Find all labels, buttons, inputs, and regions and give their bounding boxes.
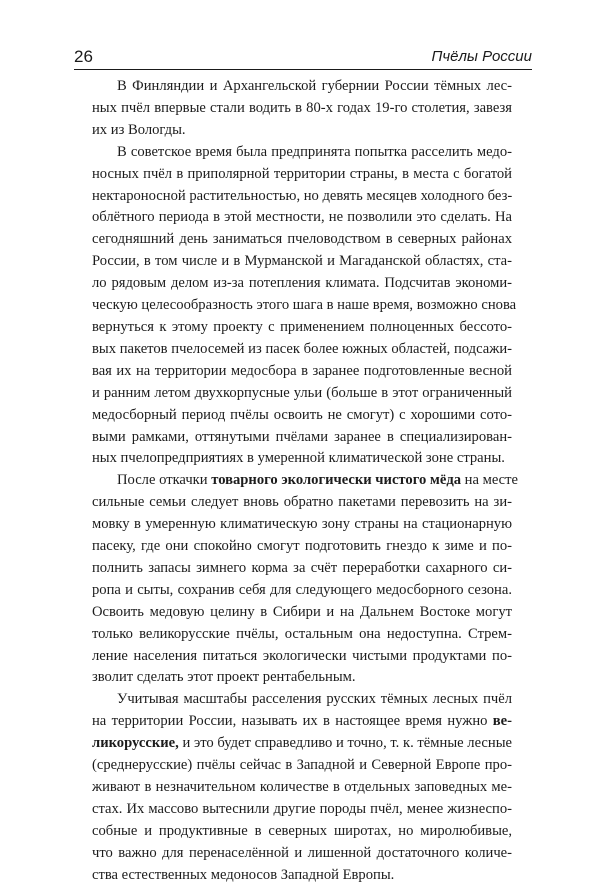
text-line: [92, 865, 512, 887]
text-segment: медосборный период пчёлы освоить не смогут) с хорошими сото-: [92, 406, 512, 423]
text-line: [92, 755, 512, 777]
text-segment: сегодняшний день заниматься пчеловодством в северных районах: [92, 231, 512, 248]
text-line: [92, 76, 512, 98]
text-line: [92, 317, 512, 339]
text-line: [92, 405, 512, 427]
header-divider: [74, 69, 532, 70]
text-segment: носных пчёл в приполярной территории страны, в места с богатой: [92, 165, 512, 182]
text-line: [92, 164, 512, 186]
text-line: [92, 251, 512, 273]
text-segment: ных пчелопредприятиях в умеренной климатической зоне страны.: [92, 450, 505, 467]
page-header: [74, 45, 532, 67]
emphasized-text: ликорусские,: [92, 735, 179, 752]
text-segment: ства естественных медоносов Западной Европы.: [92, 866, 395, 883]
text-line: [92, 624, 512, 646]
text-line: [92, 120, 512, 142]
text-line: [92, 777, 512, 799]
text-segment: вая их на территории медосбора в заранее подготовленные весной: [92, 362, 512, 379]
text-line: [92, 602, 512, 624]
text-line: [92, 667, 512, 689]
page-number: 26: [74, 47, 93, 66]
text-segment: стах. Их массово вытеснили другие породы пчёл, менее жизнеспо-: [92, 800, 512, 817]
text-segment: и это будет справедливо и точно, т. к. тёмные лесные: [178, 735, 512, 752]
text-segment: собные и продуктивные в северных широтах, но миролюбивые,: [92, 822, 512, 839]
text-segment: выми рамками, оттянутыми пчёлами заранее в специализирован-: [92, 428, 512, 445]
text-segment: и ранним летом двухкорпусные ульи (больше в этот ограниченный: [92, 384, 512, 401]
text-line: [92, 580, 512, 602]
text-line: [92, 339, 512, 361]
text-segment: полнить запасы зимнего корма за счёт переработки сахарного си-: [92, 559, 512, 576]
text-line: [92, 821, 512, 843]
body-text: [92, 76, 519, 887]
text-segment: только великорусские пчёлы, остальным она недоступна. Стрем-: [92, 625, 512, 642]
text-segment: сильные семьи следует вновь обратно пакетами перевозить на зи-: [92, 494, 512, 511]
text-line: [92, 514, 512, 536]
text-segment: на территории России, называть их в настоящее время нужно: [92, 713, 493, 730]
text-segment: облётного периода в этой местности, не позволили это сделать. На: [92, 209, 512, 226]
text-line: [92, 448, 512, 470]
text-segment: вых пакетов пчелосемей из пасек более южных областей, подсажи-: [92, 340, 512, 357]
text-line: [92, 207, 512, 229]
text-segment: ных пчёл впервые стали водить в 80-х годах 19-го столетия, завезя: [92, 99, 512, 116]
text-segment: Учитывая масштабы расселения русских тёмных лесных пчёл: [117, 691, 512, 708]
text-line: [92, 689, 512, 711]
text-segment: пасеку, где они спокойно смогут подготовить гнездо к зиме и по-: [92, 538, 512, 555]
text-segment: мовку в умеренную климатическую зону страны на стационарную: [92, 516, 512, 533]
paragraph: [92, 470, 519, 689]
text-line: [92, 843, 512, 865]
text-line: [92, 711, 512, 733]
text-segment: (среднерусские) пчёлы сейчас в Западной и Северной Европе про-: [92, 757, 512, 774]
text-segment: зволит сделать этот проект рентабельным.: [92, 669, 356, 686]
text-line: [92, 799, 512, 821]
running-title: Пчёлы России: [431, 48, 532, 65]
text-line: [92, 733, 512, 755]
text-segment: что важно для перенаселённой и лишенной достаточного количе-: [92, 844, 512, 861]
text-segment: После откачки: [117, 472, 212, 489]
paragraph: [92, 76, 512, 142]
emphasized-text: товарного экологически чистого мёда: [211, 472, 462, 489]
text-line: [92, 470, 519, 492]
text-line: [92, 142, 512, 164]
text-segment: В советское время была предпринята попытка расселить медо-: [117, 143, 512, 160]
text-line: [92, 646, 512, 668]
text-line: [92, 383, 512, 405]
text-segment: ческую целесообразность этого шага в наше время, возможно снова: [92, 297, 517, 314]
text-segment: ло рядовым делом из-за потепления климата. Подсчитав экономи-: [92, 275, 512, 292]
text-line: [92, 492, 512, 514]
text-line: [92, 361, 512, 383]
text-line: [92, 427, 512, 449]
text-segment: нектароносной растительностью, но девять месяцев холодного без-: [92, 187, 513, 204]
text-line: [92, 229, 512, 251]
text-line: [92, 295, 517, 317]
paragraph: [92, 142, 517, 471]
text-line: [92, 558, 512, 580]
paragraph: [92, 689, 512, 886]
text-line: [92, 98, 512, 120]
text-segment: на месте: [461, 472, 519, 489]
text-line: [92, 273, 512, 295]
text-segment: ление населения питаться экологически чистыми продуктами по-: [92, 647, 512, 664]
text-segment: живают в незначительном количестве в отдельных заповедных ме-: [92, 779, 512, 795]
text-segment: Освоить медовую целину в Сибири и на Дальнем Востоке могут: [92, 603, 512, 620]
text-segment: России, в том числе и в Мурманской и Магаданской областях, ста-: [92, 253, 512, 270]
text-segment: вернуться к этому проекту с применением полноценных бессото-: [92, 318, 512, 335]
text-segment: их из Вологды.: [92, 121, 186, 138]
text-line: [92, 536, 512, 558]
emphasized-text: ве-: [492, 713, 512, 730]
text-line: [92, 186, 512, 208]
text-segment: В Финляндии и Архангельской губернии России тёмных лес-: [117, 78, 512, 94]
text-segment: ропа и сыты, сохранив себя для следующего медосборного сезона.: [92, 581, 512, 598]
